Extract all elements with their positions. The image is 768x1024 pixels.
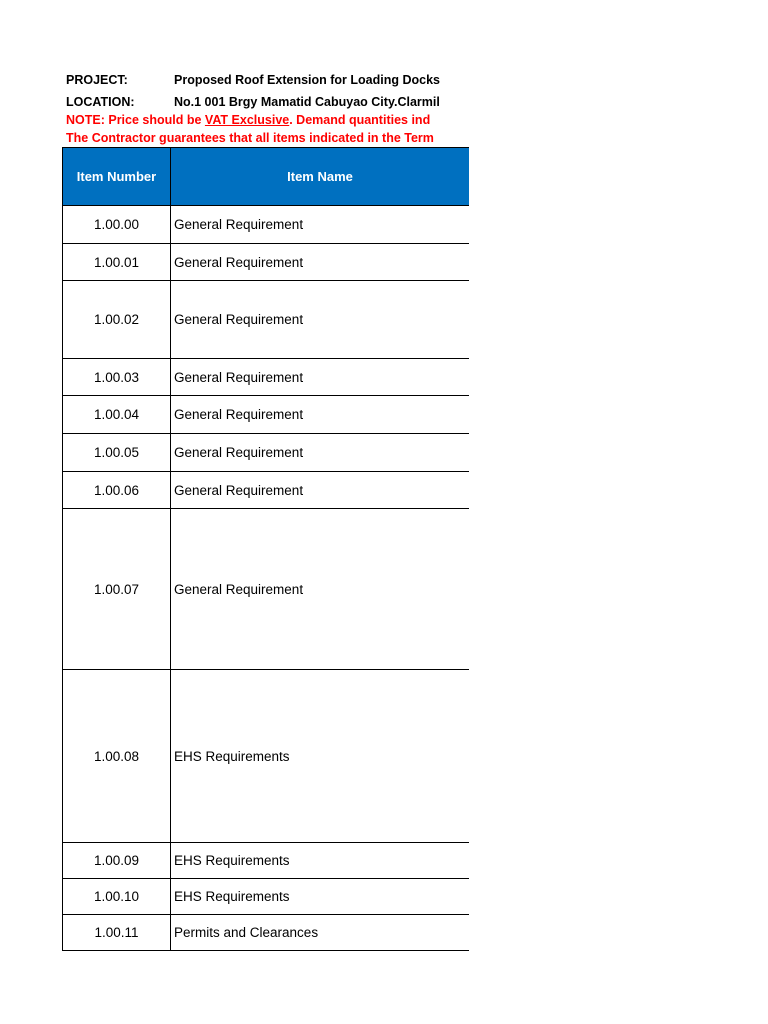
item-number-cell[interactable]: 1.00.10: [63, 879, 171, 915]
project-value: Proposed Roof Extension for Loading Docks: [174, 73, 440, 87]
table-row: [63, 670, 470, 843]
item-name-cell[interactable]: Permits and Clearances: [171, 915, 470, 951]
item-name-cell[interactable]: General Requirement: [171, 434, 470, 472]
item-name-cell[interactable]: General Requirement: [171, 509, 470, 670]
note-vat-exclusive: VAT Exclusive: [204, 113, 290, 127]
item-number-cell[interactable]: 1.00.08: [63, 670, 171, 843]
project-label: PROJECT:: [66, 73, 128, 87]
location-label: LOCATION:: [66, 95, 135, 109]
table-row: [63, 915, 470, 951]
note-line-2: [66, 129, 434, 147]
item-name-cell[interactable]: General Requirement: [171, 206, 470, 244]
table-row: [63, 434, 470, 472]
table-header-row: [63, 148, 470, 206]
items-table: [62, 147, 469, 951]
location-line: [66, 93, 440, 111]
table-row: [63, 244, 470, 281]
item-number-cell[interactable]: 1.00.07: [63, 509, 171, 670]
item-name-cell[interactable]: General Requirement: [171, 281, 470, 359]
project-line: [66, 71, 440, 89]
item-name-cell[interactable]: EHS Requirements: [171, 843, 470, 879]
note-guarantee: The Contractor guarantees that all items indicated in the Term: [66, 131, 434, 145]
table-row: [63, 509, 470, 670]
item-number-cell[interactable]: 1.00.03: [63, 359, 171, 396]
item-name-cell[interactable]: General Requirement: [171, 396, 470, 434]
item-name-cell[interactable]: General Requirement: [171, 244, 470, 281]
item-name-cell[interactable]: EHS Requirements: [171, 670, 470, 843]
item-number-cell[interactable]: 1.00.09: [63, 843, 171, 879]
table-row: [63, 359, 470, 396]
item-number-cell[interactable]: 1.00.04: [63, 396, 171, 434]
item-number-cell[interactable]: 1.00.06: [63, 472, 171, 509]
column-header-item-number[interactable]: Item Number: [63, 148, 171, 206]
item-name-cell[interactable]: General Requirement: [171, 359, 470, 396]
item-number-cell[interactable]: 1.00.02: [63, 281, 171, 359]
note-line-1: [66, 111, 430, 129]
column-header-item-name[interactable]: Item Name: [171, 148, 470, 206]
note-suffix: . Demand quantities ind: [289, 113, 431, 127]
item-number-cell[interactable]: 1.00.01: [63, 244, 171, 281]
table-row: [63, 281, 470, 359]
table-row: [63, 879, 470, 915]
table-row: [63, 472, 470, 509]
item-name-cell[interactable]: EHS Requirements: [171, 879, 470, 915]
table-row: [63, 843, 470, 879]
location-value: No.1 001 Brgy Mamatid Cabuyao City.Clarmil: [174, 95, 440, 109]
table-row: [63, 206, 470, 244]
table-row: [63, 396, 470, 434]
item-number-cell[interactable]: 1.00.11: [63, 915, 171, 951]
item-name-cell[interactable]: General Requirement: [171, 472, 470, 509]
item-number-cell[interactable]: 1.00.00: [63, 206, 171, 244]
note-prefix: NOTE: Price should be: [66, 113, 205, 127]
item-number-cell[interactable]: 1.00.05: [63, 434, 171, 472]
